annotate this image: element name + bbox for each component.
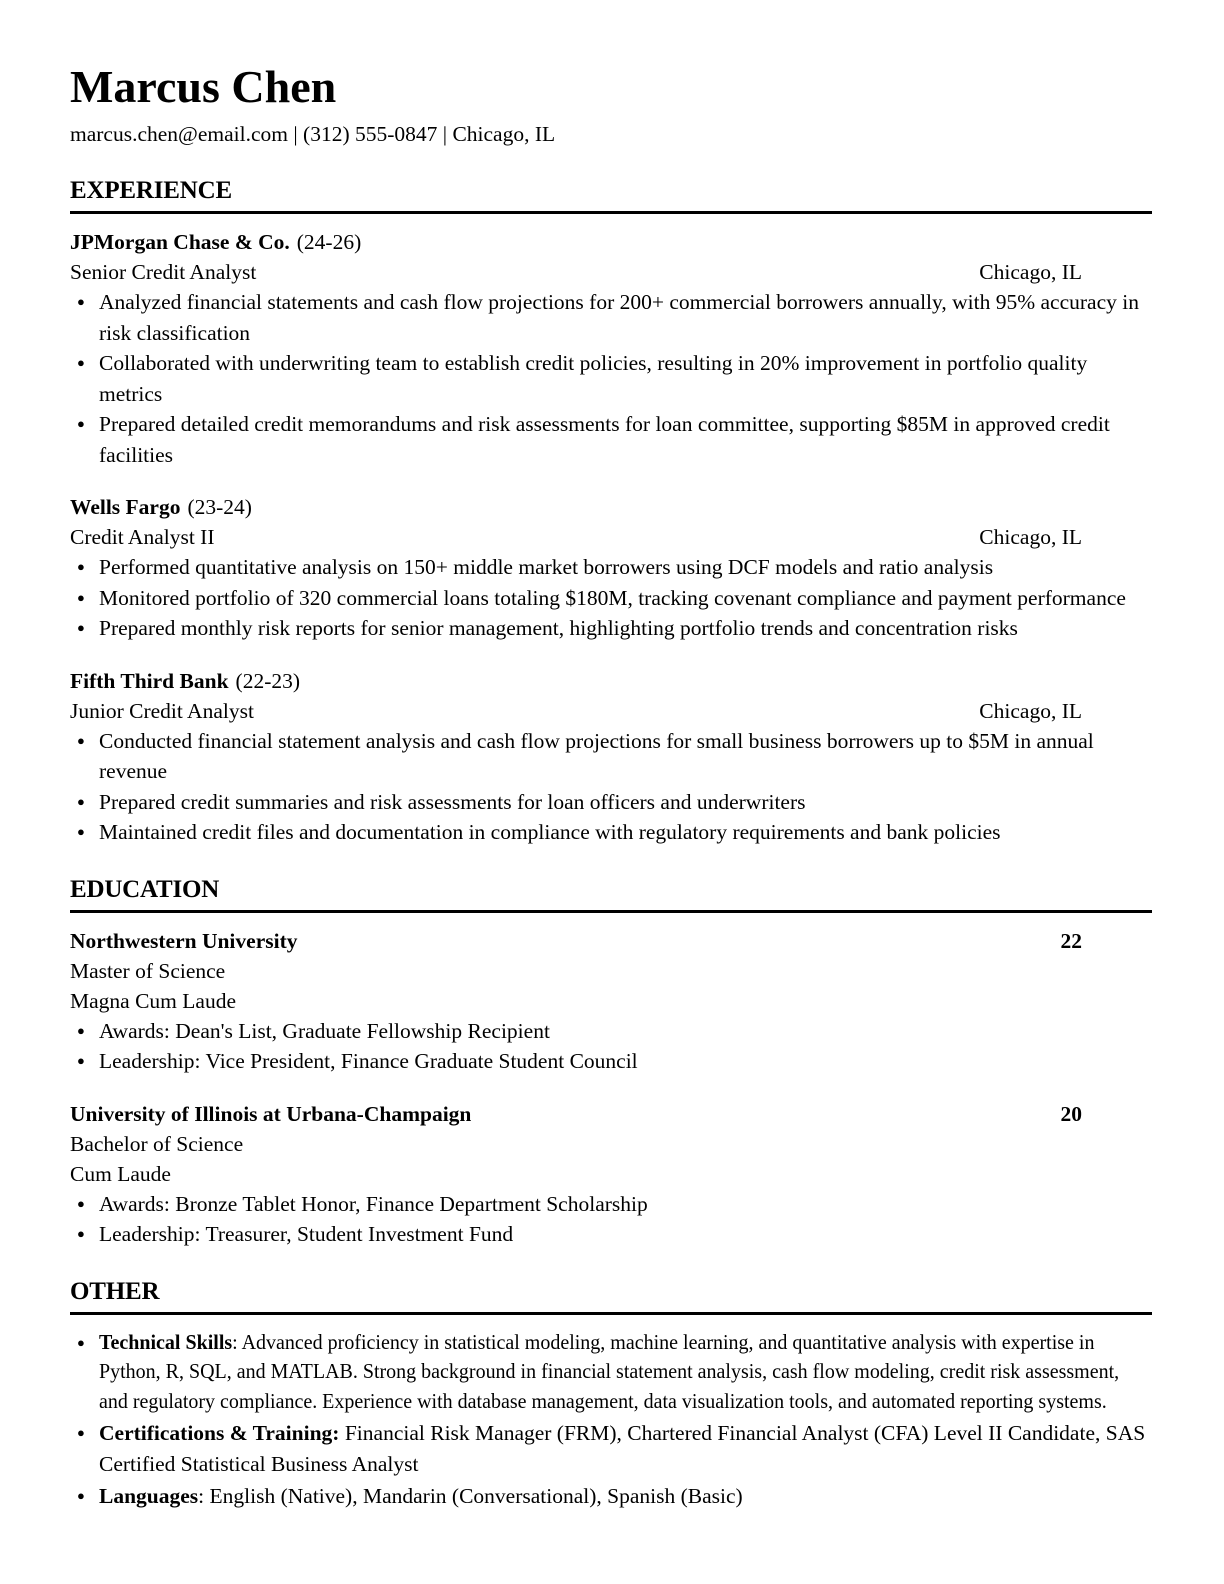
school-title-line bbox=[70, 1099, 1152, 1129]
job-entry bbox=[70, 666, 1152, 848]
bullet-item bbox=[70, 348, 1152, 409]
bullet-text: ● Monitored portfolio of 320 commercial loans totaling $180M, tracking covenant compliance and payment performance bbox=[99, 585, 1126, 610]
job-bullets bbox=[70, 552, 1152, 644]
job-location: Chicago, IL bbox=[979, 698, 1082, 723]
candidate-name: Marcus Chen bbox=[70, 61, 337, 112]
experience-section bbox=[70, 177, 1152, 848]
bullet-text: ● Prepared monthly risk reports for senior management, highlighting portfolio trends and concentration risks bbox=[99, 616, 1018, 641]
job-role-line bbox=[70, 257, 1152, 287]
honors: Magna Cum Laude bbox=[70, 988, 236, 1013]
bullet-text bbox=[99, 1418, 1152, 1479]
company-name: Wells Fargo bbox=[70, 495, 181, 520]
job-title-line bbox=[70, 492, 1152, 522]
bullet-item bbox=[70, 1328, 1152, 1417]
job-bullets bbox=[70, 287, 1152, 470]
bullet-text: ● Performed quantitative analysis on 150+ middle market borrowers using DCF models and ratio analysis bbox=[99, 555, 994, 580]
bullet-text: ● Conducted financial statement analysis and cash flow projections for small business borrowers up to $5M in annual revenue bbox=[99, 728, 1094, 784]
bullet-item bbox=[70, 726, 1152, 787]
bullet-text bbox=[99, 1481, 1152, 1512]
education-section bbox=[70, 876, 1152, 1250]
contact-line: marcus.chen@email.com | (312) 555-0847 | Chicago, IL bbox=[70, 122, 556, 147]
education-body bbox=[70, 926, 1152, 1250]
bullet-item bbox=[70, 552, 1152, 583]
bullet-text: ● Analyzed financial statements and cash flow projections for 200+ commercial borrowers annually, with 95% accuracy in risk classification bbox=[99, 290, 1139, 345]
bullet-text: ● Prepared detailed credit memorandums and risk assessments for loan committee, supporting $85M in approved credit facilities bbox=[99, 412, 1110, 467]
bullet-item bbox=[70, 287, 1152, 348]
other-bullets bbox=[70, 1328, 1152, 1512]
school-bullets bbox=[70, 1016, 1152, 1077]
job-location: Chicago, IL bbox=[979, 525, 1082, 550]
job-dates: (22-23) bbox=[235, 668, 301, 693]
graduation-year: 22 bbox=[1060, 928, 1082, 953]
bullet-item bbox=[70, 787, 1152, 818]
bullet-text: ● Leadership: Treasurer, Student Investment Fund bbox=[99, 1222, 514, 1247]
school-name: University of Illinois at Urbana-Champaign bbox=[70, 1101, 472, 1126]
bullet-item bbox=[70, 613, 1152, 644]
job-role: Credit Analyst II bbox=[70, 525, 215, 550]
job-title-line bbox=[70, 666, 1152, 696]
job-entry bbox=[70, 227, 1152, 470]
resume-header bbox=[70, 60, 1152, 149]
job-entry bbox=[70, 492, 1152, 644]
job-dates: (24-26) bbox=[296, 230, 362, 255]
experience-body bbox=[70, 227, 1152, 848]
other-section bbox=[70, 1278, 1152, 1512]
job-title-line bbox=[70, 227, 1152, 257]
skill-category-text: : English (Native), Mandarin (Conversational), Spanish (Basic) bbox=[198, 1484, 743, 1509]
skill-category-label: Technical Skills bbox=[99, 1329, 233, 1354]
bullet-text: ● Maintained credit files and documentation in compliance with regulatory requirements and bank policies bbox=[99, 820, 1001, 845]
school-entry bbox=[70, 926, 1152, 1077]
job-role-line bbox=[70, 522, 1152, 552]
job-location: Chicago, IL bbox=[979, 260, 1082, 285]
skill-category-label: Certifications & Training: bbox=[99, 1421, 340, 1446]
degree: Master of Science bbox=[70, 958, 226, 983]
bullet-text: ● Collaborated with underwriting team to establish credit policies, resulting in 20% improvement in portfolio quality metrics bbox=[99, 351, 1088, 406]
bullet-item bbox=[70, 1481, 1152, 1512]
skill-category-label: Languages bbox=[99, 1484, 199, 1509]
bullet-item bbox=[70, 1189, 1152, 1220]
job-dates: (23-24) bbox=[187, 495, 252, 520]
school-entry bbox=[70, 1099, 1152, 1250]
job-role: Junior Credit Analyst bbox=[70, 698, 254, 723]
job-bullets bbox=[70, 726, 1152, 848]
school-bullets bbox=[70, 1189, 1152, 1250]
graduation-year: 20 bbox=[1060, 1101, 1082, 1126]
bullet-text: ● Awards: Bronze Tablet Honor, Finance Department Scholarship bbox=[99, 1191, 648, 1216]
company-name: Fifth Third Bank bbox=[70, 668, 229, 693]
degree: Bachelor of Science bbox=[70, 1131, 244, 1156]
experience-heading: EXPERIENCE bbox=[70, 177, 1152, 214]
school-title-line bbox=[70, 926, 1152, 956]
bullet-item bbox=[70, 1219, 1152, 1250]
skill-category-text: Financial Risk Manager (FRM), Chartered Financial Analyst (CFA) Level II Candidate, SAS Certified Statistical Business Analyst bbox=[99, 1421, 1146, 1476]
bullet-item bbox=[70, 409, 1152, 470]
bullet-text: ● Awards: Dean's List, Graduate Fellowship Recipient bbox=[99, 1018, 550, 1043]
job-role: Senior Credit Analyst bbox=[70, 260, 257, 285]
bullet-item bbox=[70, 817, 1152, 848]
bullet-item bbox=[70, 1418, 1152, 1479]
bullet-item bbox=[70, 1016, 1152, 1047]
bullet-item bbox=[70, 1046, 1152, 1077]
bullet-text: ● Prepared credit summaries and risk assessments for loan officers and underwriters bbox=[99, 789, 806, 814]
school-name: Northwestern University bbox=[70, 928, 298, 953]
job-role-line bbox=[70, 696, 1152, 726]
company-name: JPMorgan Chase & Co. bbox=[70, 230, 290, 255]
other-heading: OTHER bbox=[70, 1278, 1152, 1315]
bullet-text: ● Leadership: Vice President, Finance Graduate Student Council bbox=[99, 1049, 638, 1074]
skill-category-text: : Advanced proficiency in statistical modeling, machine learning, and quantitative analysis with expertise in Python, R, SQL, and MATLAB. Strong background in financial statement analysis, cash flow modeling, credit risk assessment, and regulatory compliance. Experience with database management, data visualization tools, and automated reporting systems. bbox=[99, 1329, 1120, 1413]
bullet-text bbox=[99, 1328, 1152, 1417]
other-body bbox=[70, 1328, 1152, 1512]
honors: Cum Laude bbox=[70, 1161, 171, 1186]
bullet-item bbox=[70, 583, 1152, 614]
education-heading: EDUCATION bbox=[70, 876, 1152, 913]
